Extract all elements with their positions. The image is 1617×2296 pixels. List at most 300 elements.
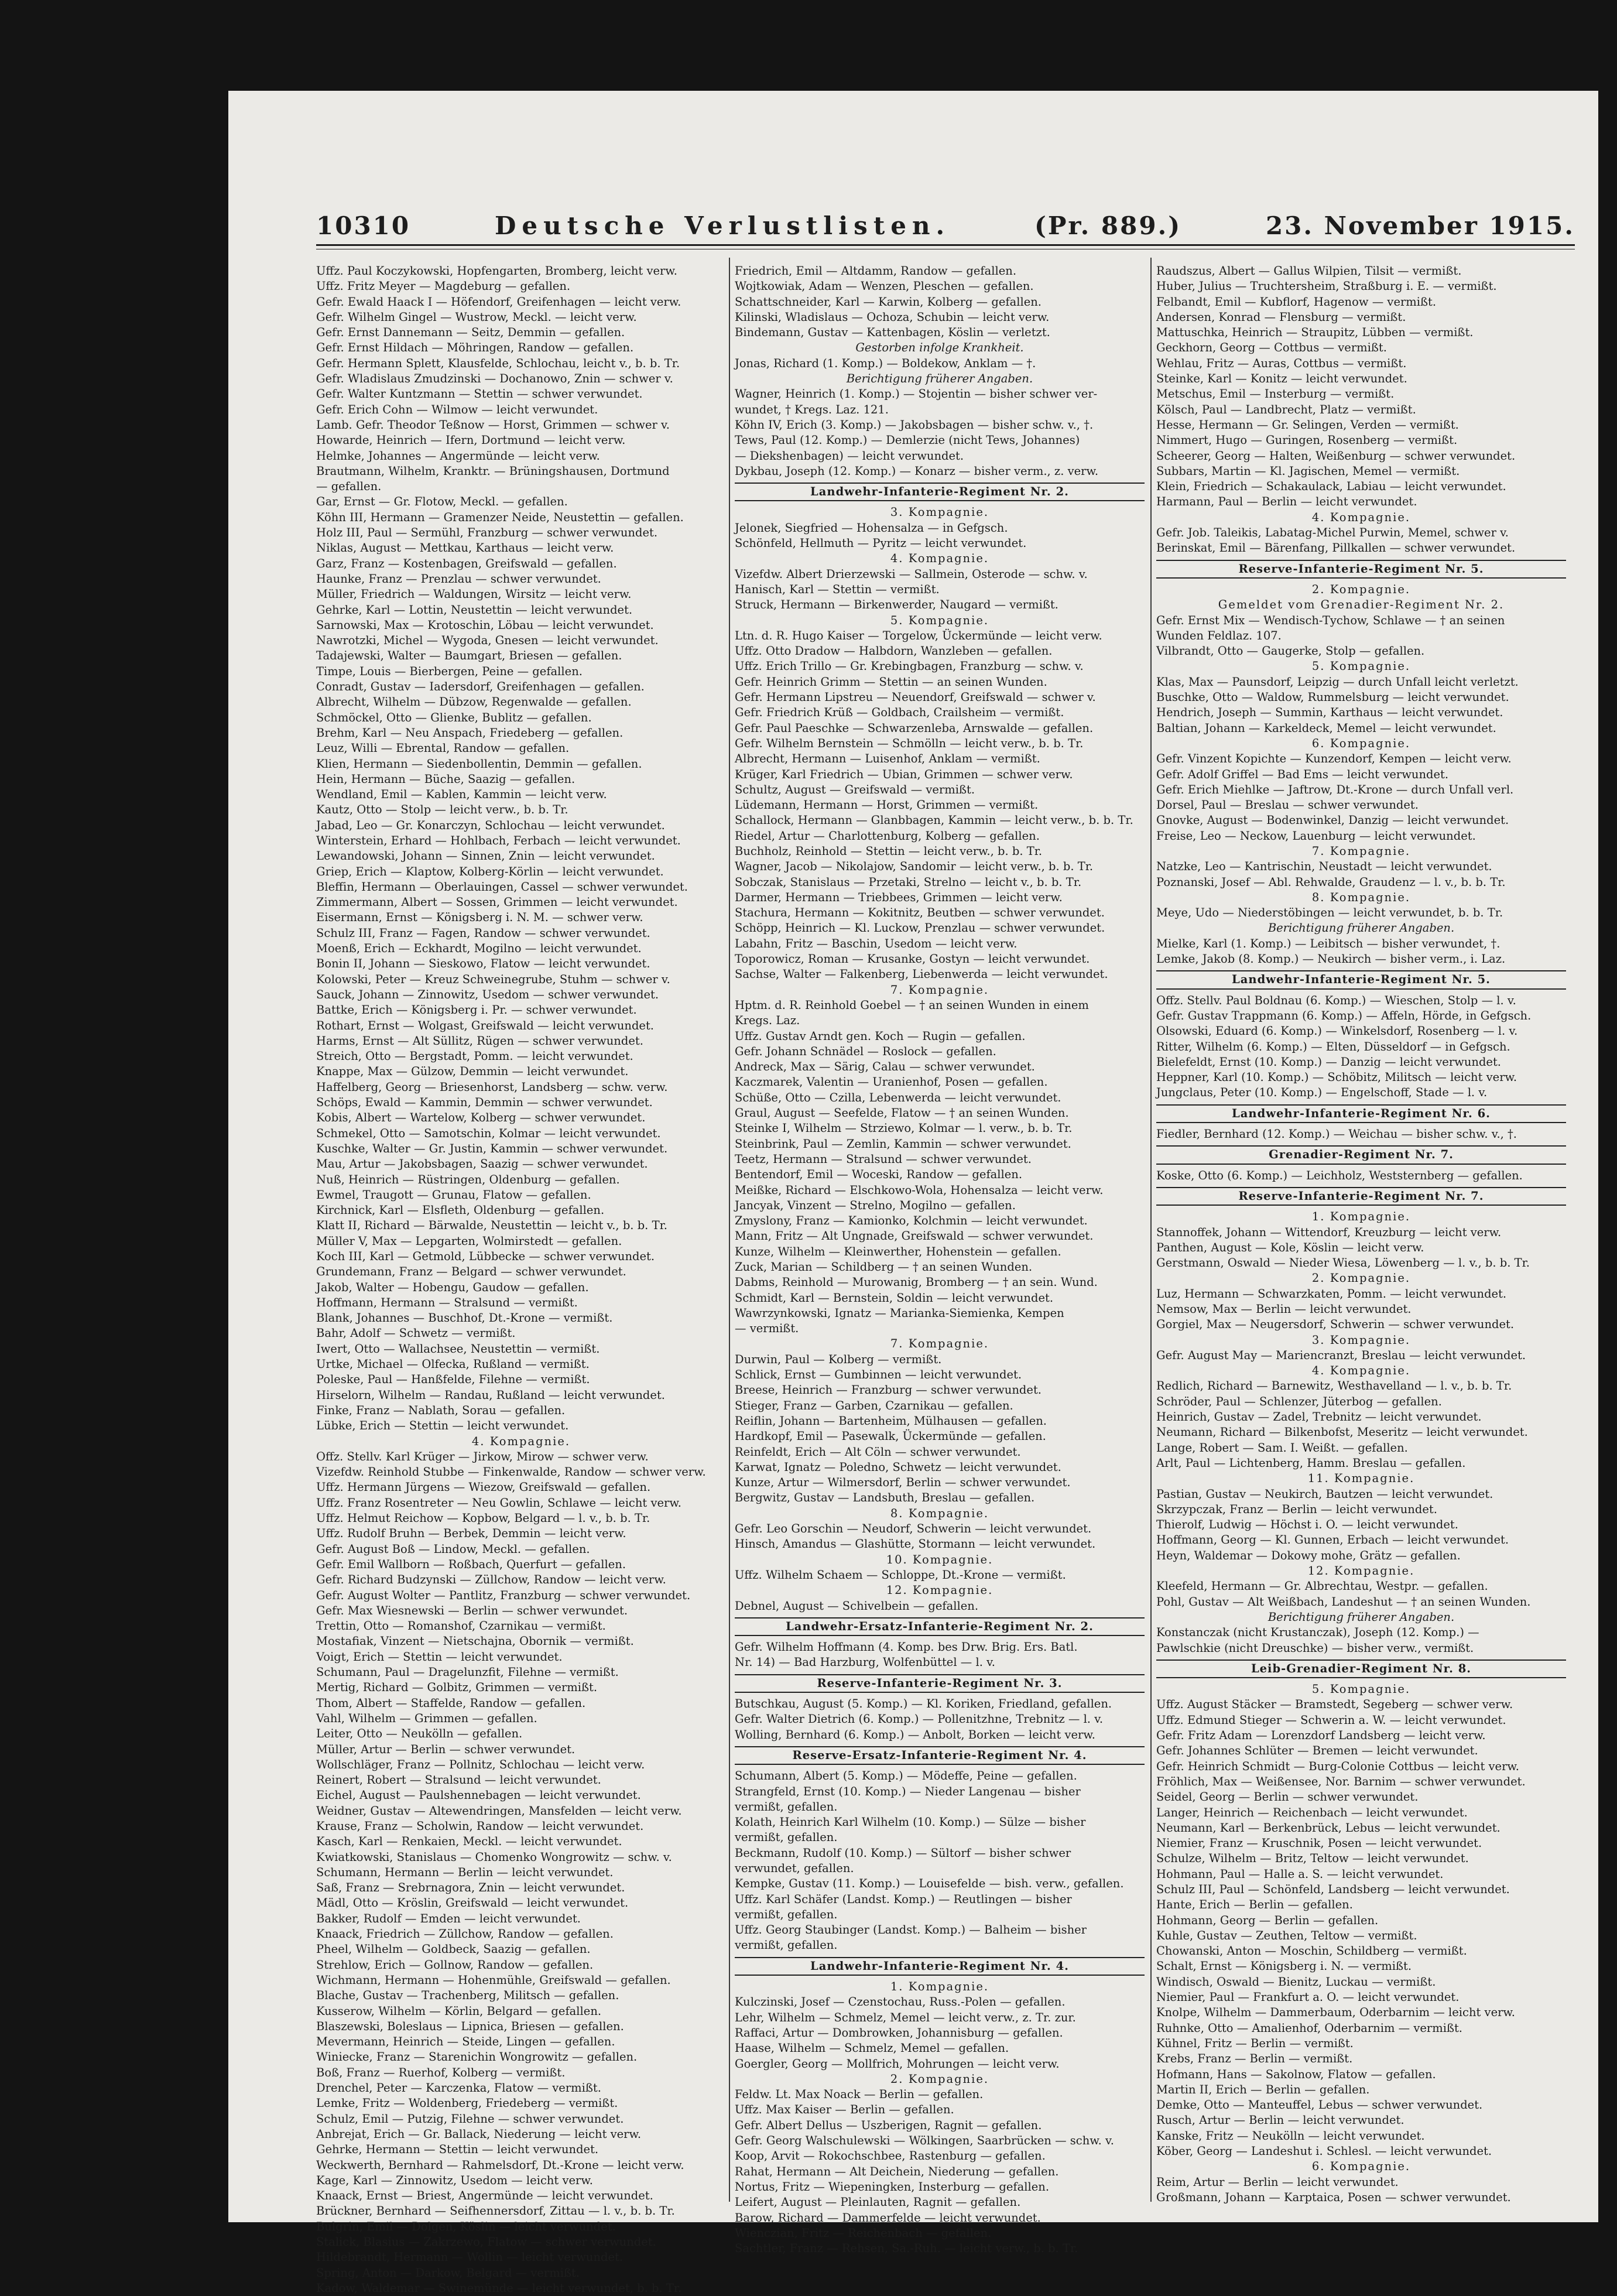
column-2 <box>735 264 1145 2256</box>
casualty-entry: Scheerer, Georg — Halten, Weißenburg — schwer verwundet. <box>1156 449 1516 463</box>
casualty-entry: Wienczian, Fritz — Reichenbach — gefallen. <box>735 2226 992 2240</box>
casualty-entry: Holz III, Paul — Sermühl, Franzburg — schwer verwundet. <box>316 526 658 540</box>
casualty-entry: Jonas, Richard (1. Komp.) — Boldekow, Anklam — †. <box>735 356 1036 370</box>
casualty-entry: Stannoffek, Johann — Wittendorf, Kreuzburg — leicht verw. <box>1156 1225 1502 1239</box>
casualty-entry: Reinfeldt, Erich — Alt Cöln — schwer verwundet. <box>735 1445 1021 1459</box>
casualty-entry: Blank, Johannes — Buschhof, Dt.-Krone — vermißt. <box>316 1311 613 1325</box>
casualty-entry: Mattuschka, Heinrich — Straupitz, Lübben — vermißt. <box>1156 326 1474 340</box>
casualty-entry: Uffz. Paul Koczykowski, Hopfengarten, Bromberg, leicht verw. <box>316 264 677 278</box>
company-heading: 7. Kompagnie. <box>1311 844 1411 858</box>
casualty-entry: Drenchel, Peter — Karczenka, Flatow — vermißt. <box>316 2081 601 2095</box>
casualty-entry: Timpe, Louis — Bierbergen, Peine — gefallen. <box>316 664 583 678</box>
casualty-entry: Kilinski, Wladislaus — Ochoza, Schubin — leicht verw. <box>735 310 1050 324</box>
company-heading: 8. Kompagnie. <box>890 1506 989 1520</box>
casualty-entry: Skrzypczak, Franz — Berlin — leicht verwundet. <box>1156 1502 1437 1516</box>
casualty-entry: Jancyak, Vinzent — Strelno, Mogilno — gefallen. <box>735 1198 1016 1212</box>
casualty-entry: Müller, Artur — Berlin — schwer verwundet. <box>316 1742 575 1756</box>
column-1 <box>316 264 726 2295</box>
casualty-entry: Nawrotzki, Michel — Wygoda, Gnesen — leicht verwundet. <box>316 634 659 648</box>
regiment-heading: Grenadier-Regiment Nr. 7. <box>1156 1145 1566 1164</box>
casualty-entry: Olsowski, Eduard (6. Komp.) — Winkelsdorf, Rosenberg — l. v. <box>1156 1024 1518 1038</box>
casualty-entry: Zmyslony, Franz — Kamionko, Kolchmin — leicht verwundet. <box>735 1214 1088 1228</box>
company-heading: 4. Kompagnie. <box>890 552 989 566</box>
casualty-entry: Pheel, Wilhelm — Goldbeck, Saazig — gefallen. <box>316 1942 591 1956</box>
publication-title: Deutsche Verlustlisten. <box>494 211 951 240</box>
casualty-entry: Griep, Erich — Klaptow, Kolberg-Körlin — leicht verwundet. <box>316 864 664 878</box>
casualty-entry: Hptm. d. R. Reinhold Goebel — † an seinen Wunden in einem <box>735 998 1089 1012</box>
casualty-entry: Kempke, Gustav (11. Komp.) — Louisefelde — bish. verw., gefallen. <box>735 1877 1124 1891</box>
casualty-entry: Gefr. Vinzent Kopichte — Kunzendorf, Kempen — leicht verw. <box>1156 752 1512 766</box>
casualty-entry: Bielefeldt, Ernst (10. Komp.) — Danzig — leicht verwundet. <box>1156 1055 1502 1069</box>
casualty-entry: Koske, Otto (6. Komp.) — Leichholz, Weststernberg — gefallen. <box>1156 1168 1523 1182</box>
casualty-entry: Gefr. Wilhelm Hoffmann (4. Komp. bes Drw. Brig. Ers. Batl. <box>735 1640 1078 1654</box>
casualty-entry: Müller, Friedrich — Waldungen, Wirsitz — leicht verw. <box>316 587 632 601</box>
casualty-entry: Barow, Richard — Dammerfelde — leicht verwundet. <box>735 2211 1041 2225</box>
casualty-entry: Stieger, Franz — Garben, Czarnikau — gefallen. <box>735 1398 1013 1412</box>
casualty-entry: Weckwerth, Bernhard — Rahmelsdorf, Dt.-Krone — leicht verw. <box>316 2158 684 2172</box>
casualty-entry: Gehrke, Karl — Lottin, Neustettin — leicht verwundet. <box>316 603 633 617</box>
company-heading: 12. Kompagnie. <box>1307 1564 1415 1578</box>
casualty-entry: Hirselorn, Wilhelm — Randau, Rußland — leicht verwundet. <box>316 1388 665 1402</box>
casualty-entry: Leuz, Willi — Ebrental, Randow — gefallen. <box>316 741 570 755</box>
casualty-entry: Knaack, Ernst — Briest, Angermünde — leicht verwundet. <box>316 2189 653 2203</box>
casualty-entry: Durwin, Paul — Kolberg — vermißt. <box>735 1352 942 1366</box>
casualty-entry: Großmann, Johann — Karptaica, Posen — schwer verwundet. <box>1156 2190 1511 2204</box>
casualty-entry: Rothart, Ernst — Wolgast, Greifswald — leicht verwundet. <box>316 1018 655 1032</box>
casualty-entry: Schalt, Ernst — Königsberg i. N. — vermißt. <box>1156 1959 1412 1973</box>
casualty-entry: Müller V, Max — Lepgarten, Wolmirstedt — gefallen. <box>316 1234 622 1248</box>
casualty-entry: Wawrzynkowski, Ignatz — Marianka-Siemienka, Kempen <box>735 1306 1064 1320</box>
casualty-entry: Wojtkowiak, Adam — Wenzen, Pleschen — gefallen. <box>735 279 1034 293</box>
casualty-entry: Pawlschkie (nicht Dreuschke) — bisher verw., vermißt. <box>1156 1641 1474 1655</box>
casualty-entry: Demke, Otto — Manteuffel, Lebus — schwer verwundet. <box>1156 2098 1483 2112</box>
casualty-entry: Butschkau, August (5. Komp.) — Kl. Koriken, Friedland, gefallen. <box>735 1697 1112 1711</box>
casualty-entry: Bonin II, Johann — Sieskowo, Flatow — leicht verwundet. <box>316 957 650 971</box>
casualty-entry: Schmekel, Otto — Samotschin, Kolmar — leicht verwundet. <box>316 1126 661 1140</box>
casualty-entry: Schumann, Hermann — Berlin — leicht verwundet. <box>316 1865 614 1879</box>
casualty-entry: Schallock, Hermann — Glanbbagen, Kammin — leicht verw., b. b. Tr. <box>735 813 1133 827</box>
column-divider <box>729 258 730 2202</box>
casualty-entry: Anbrejat, Erich — Gr. Ballack, Niederung — leicht verw. <box>316 2127 642 2141</box>
casualty-entry: Schumann, Albert (5. Komp.) — Mödeffe, Peine — gefallen. <box>735 1769 1077 1783</box>
casualty-entry: Langer, Heinrich — Reichenbach — leicht verwundet. <box>1156 1805 1468 1819</box>
casualty-entry: Hohmann, Georg — Berlin — gefallen. <box>1156 1913 1379 1927</box>
casualty-entry: Haunke, Franz — Prenzlau — schwer verwundet. <box>316 572 601 586</box>
casualty-entry: Niklas, August — Mettkau, Karthaus — leicht verw. <box>316 541 614 555</box>
casualty-entry: Winterstein, Erhard — Hohlbach, Ferbach — leicht verwundet. <box>316 833 681 847</box>
casualty-entry: Natzke, Leo — Kantrischin, Neustadt — leicht verwundet. <box>1156 860 1492 874</box>
casualty-entry: Wendland, Emil — Kablen, Kammin — leicht verw. <box>316 788 607 802</box>
casualty-entry: Lewandowski, Johann — Sinnen, Znin — leicht verwundet. <box>316 849 655 863</box>
casualty-entry: Gefr. Walter Dietrich (6. Komp.) — Pollenitzhne, Trebnitz — l. v. <box>735 1712 1104 1726</box>
casualty-entry: Haase, Wilhelm — Schmelz, Memel — gefallen. <box>735 2041 1009 2055</box>
casualty-entry: Ewmel, Traugott — Grunau, Flatow — gefallen. <box>316 1188 591 1202</box>
casualty-entry: Gefr. Job. Taleikis, Labatag-Michel Purwin, Memel, schwer v. <box>1156 526 1509 540</box>
casualty-entry: Finke, Franz — Nablath, Sorau — gefallen. <box>316 1403 566 1417</box>
casualty-entry: Kuschke, Walter — Gr. Justin, Kammin — schwer verwundet. <box>316 1141 668 1155</box>
casualty-entry: Gefr. Leo Gorschin — Neudorf, Schwerin — leicht verwundet. <box>735 1522 1092 1536</box>
casualty-entry: Schumann, Paul — Dragelunzfit, Filehne — vermißt. <box>316 1665 619 1679</box>
section-note: Berichtigung früherer Angaben. <box>846 372 1033 386</box>
casualty-entry: — Diekshenbagen) — leicht verwundet. <box>735 449 964 463</box>
casualty-entry: Gefr. Heinrich Grimm — Stettin — an seinen Wunden. <box>735 675 1047 689</box>
casualty-entry: Klas, Max — Paunsdorf, Leipzig — durch Unfall leicht verletzt. <box>1156 675 1519 689</box>
casualty-entry: Vizefdw. Reinhold Stubbe — Finkenwalde, Randow — schwer verw. <box>316 1465 706 1479</box>
casualty-entry: Gefr. Wladislaus Zmudzinski — Dochanowo, Znin — schwer v. <box>316 372 673 386</box>
casualty-entry: Winiecke, Franz — Starenichin Wongrowitz — gefallen. <box>316 2050 638 2064</box>
casualty-entry: Kirchnick, Karl — Elsfleth, Oldenburg — gefallen. <box>316 1203 605 1217</box>
casualty-entry: Sachse, Walter — Falkenberg, Liebenwerda — leicht verwundet. <box>735 967 1108 981</box>
casualty-entry: Rahat, Hermann — Alt Deichein, Niederung — gefallen. <box>735 2164 1059 2178</box>
company-heading: 1. Kompagnie. <box>890 1980 989 1994</box>
casualty-entry: Schattschneider, Karl — Karwin, Kolberg — gefallen. <box>735 295 1042 309</box>
casualty-entry: Schulz III, Franz — Fagen, Randow — schwer verwundet. <box>316 926 650 940</box>
casualty-entry: Stalick, Blasius — Zakrzewo, Flatow — schwer verwundet. <box>316 2235 656 2249</box>
casualty-entry: Nimmert, Hugo — Guringen, Rosenberg — vermißt. <box>1156 433 1458 447</box>
casualty-entry: Uffz. Karl Schäfer (Landst. Komp.) — Reutlingen — bisher <box>735 1892 1072 1906</box>
casualty-entry: Streich, Otto — Bergstadt, Pomm. — leicht verwundet. <box>316 1049 633 1063</box>
casualty-entry: Koop, Arvit — Rokochschbee, Rastenburg — gefallen. <box>735 2149 1046 2163</box>
casualty-entry: Felbandt, Emil — Kubflorf, Hagenow — vermißt. <box>1156 295 1437 309</box>
casualty-entry: Kolath, Heinrich Karl Wilhelm (10. Komp.) — Sülze — bisher <box>735 1815 1086 1829</box>
casualty-entry: Arlt, Paul — Lichtenberg, Hamm. Breslau — gefallen. <box>1156 1456 1466 1470</box>
casualty-entry: Thom, Albert — Staffelde, Randow — gefallen. <box>316 1696 586 1710</box>
company-heading: 3. Kompagnie. <box>1311 1333 1411 1347</box>
casualty-entry: Thierolf, Ludwig — Höchst i. O. — leicht verwundet. <box>1156 1518 1458 1532</box>
casualty-entry: Eisermann, Ernst — Königsberg i. N. M. — schwer verw. <box>316 911 643 925</box>
column-divider <box>1150 258 1152 2202</box>
casualty-entry: Nortus, Fritz — Wiepeningken, Insterburg — gefallen. <box>735 2179 1050 2194</box>
casualty-entry: Gerstmann, Oswald — Nieder Wiesa, Löwenberg — l. v., b. b. Tr. <box>1156 1256 1530 1270</box>
casualty-entry: Gefr. Walter Kuntzmann — Stettin — schwer verwundet. <box>316 387 643 401</box>
casualty-entry: Dabms, Reinhold — Murowanig, Bromberg — † an sein. Wund. <box>735 1275 1098 1289</box>
casualty-entry: Strangfeld, Ernst (10. Komp.) — Nieder Langenau — bisher <box>735 1784 1081 1798</box>
casualty-entry: Lübke, Erich — Stettin — leicht verwundet. <box>316 1419 569 1433</box>
casualty-entry: Ritter, Wilhelm (6. Komp.) — Elten, Düsseldorf — in Gefgsch. <box>1156 1039 1510 1053</box>
casualty-entry: Gefr. August Boß — Lindow, Meckl. — gefallen. <box>316 1542 590 1556</box>
casualty-entry: Hoffmann, Georg — Kl. Gunnen, Erbach — leicht verwundet. <box>1156 1533 1509 1547</box>
company-heading: 2. Kompagnie. <box>1311 582 1411 596</box>
casualty-entry: Iwert, Otto — Wallachsee, Neustettin — vermißt. <box>316 1342 600 1356</box>
casualty-entry: Bakker, Rudolf — Emden — leicht verwundet. <box>316 1911 581 1925</box>
casualty-entry: Feldw. Lt. Max Noack — Berlin — gefallen. <box>735 2088 984 2102</box>
casualty-entry: Heppner, Karl (10. Komp.) — Schöbitz, Militsch — leicht verw. <box>1156 1070 1517 1084</box>
casualty-entry: Jungclaus, Peter (10. Komp.) — Engelschoff, Stade — l. v. <box>1156 1086 1488 1100</box>
casualty-entry: Schmidt, Karl — Bernstein, Soldin — leicht verwundet. <box>735 1291 1054 1305</box>
casualty-entry: Uffz. Max Kaiser — Berlin — gefallen. <box>735 2103 954 2117</box>
casualty-entry: Hein, Hermann — Büche, Saazig — gefallen. <box>316 772 575 786</box>
casualty-entry: Vilbrandt, Otto — Gaugerke, Stolp — gefallen. <box>1156 644 1425 658</box>
company-heading: 4. Kompagnie. <box>1311 510 1411 524</box>
casualty-entry: Brehm, Karl — Neu Anspach, Friedeberg — gefallen. <box>316 726 623 740</box>
casualty-entry: Trettin, Otto — Romanshof, Czarnikau — vermißt. <box>316 1619 606 1633</box>
casualty-entry: Gefr. August Wolter — Pantlitz, Franzburg — schwer verwundet. <box>316 1588 691 1602</box>
casualty-entry: Bergwitz, Gustav — Landsbuth, Breslau — gefallen. <box>735 1491 1035 1505</box>
casualty-entry: Uffz. Otto Dradow — Halbdorn, Wanzleben — gefallen. <box>735 644 1053 658</box>
casualty-entry: Uffz. August Stäcker — Bramstedt, Segeberg — schwer verw. <box>1156 1698 1513 1712</box>
casualty-entry: Gefr. Ernst Dannemann — Seitz, Demmin — gefallen. <box>316 326 625 340</box>
casualty-entry: Baltian, Johann — Karkeldeck, Memel — leicht verwundet. <box>1156 721 1496 735</box>
casualty-entry: Sarnowski, Max — Krotoschin, Löbau — leicht verwundet. <box>316 618 654 632</box>
casualty-entry: vermißt, gefallen. <box>735 1907 838 1921</box>
casualty-entry: Riedel, Artur — Charlottenburg, Kolberg — gefallen. <box>735 829 1040 843</box>
casualty-entry: Moenß, Erich — Eckhardt, Mogilno — leicht verwundet. <box>316 942 642 956</box>
casualty-entry: Poznanski, Josef — Abl. Rehwalde, Graudenz — l. v., b. b. Tr. <box>1156 875 1506 889</box>
regiment-heading: Landwehr-Infanterie-Regiment Nr. 4. <box>735 1957 1145 1976</box>
casualty-entry: Hardkopf, Emil — Pasewalk, Ückermünde — gefallen. <box>735 1429 1046 1443</box>
regiment-heading: Landwehr-Infanterie-Regiment Nr. 2. <box>735 483 1145 501</box>
casualty-entry: Wollschläger, Franz — Pollnitz, Schlochau — leicht verw. <box>316 1757 645 1771</box>
company-heading: 6. Kompagnie. <box>1311 2160 1411 2174</box>
casualty-entry: Bleffin, Hermann — Oberlauingen, Cassel — schwer verwundet. <box>316 880 688 894</box>
casualty-entry: Kaczmarek, Valentin — Uranienhof, Posen — gefallen. <box>735 1075 1048 1089</box>
casualty-entry: Tadajewski, Walter — Baumgart, Briesen — gefallen. <box>316 649 622 663</box>
casualty-entry: Gefr. Heinrich Schmidt — Burg-Colonie Cottbus — leicht verw. <box>1156 1759 1519 1773</box>
casualty-entry: Hanisch, Karl — Stettin — vermißt. <box>735 582 940 596</box>
casualty-entry: Dykbau, Joseph (12. Komp.) — Konarz — bisher verm., z. verw. <box>735 464 1099 478</box>
casualty-entry: Lamb. Gefr. Theodor Teßnow — Horst, Grimmen — schwer v. <box>316 418 670 432</box>
casualty-entry: Friedrich, Emil — Altdamm, Randow — gefallen. <box>735 264 1017 278</box>
company-heading: 12. Kompagnie. <box>886 1583 994 1597</box>
casualty-entry: Knappe, Max — Gülzow, Demmin — leicht verwundet. <box>316 1065 629 1079</box>
casualty-entry: Lange, Robert — Sam. I. Weißt. — gefallen. <box>1156 1440 1408 1455</box>
regiment-heading: Reserve-Infanterie-Regiment Nr. 5. <box>1156 560 1566 579</box>
casualty-entry: Buchholz, Reinhold — Stettin — leicht verw., b. b. Tr. <box>735 844 1043 858</box>
casualty-entry: Helmke, Johannes — Angermünde — leicht verw. <box>316 449 600 463</box>
company-heading: 2. Kompagnie. <box>1311 1271 1411 1285</box>
casualty-entry: Freise, Leo — Neckow, Lauenburg — leicht verwundet. <box>1156 829 1476 843</box>
casualty-entry: vermißt, gefallen. <box>735 1830 838 1845</box>
casualty-entry: Gefr. Georg Walschulewski — Wölkingen, Saarbrücken — schw. v. <box>735 2134 1114 2148</box>
casualty-entry: vermißt, gefallen. <box>735 1938 838 1952</box>
casualty-entry: wundet, † Kregs. Laz. 121. <box>735 402 889 416</box>
casualty-entry: Reinert, Robert — Stralsund — leicht verwundet. <box>316 1773 601 1787</box>
casualty-entry: Hildebrandt, Hermann — Wollin — leicht verwundet. <box>316 2250 623 2264</box>
casualty-entry: Schulze, Wilhelm — Britz, Teltow — leicht verwundet. <box>1156 1852 1469 1866</box>
casualty-entry: Gefr. Max Wiesnewski — Berlin — schwer verwundet. <box>316 1603 628 1617</box>
casualty-entry: Offz. Stellv. Karl Krüger — Jirkow, Mirow — schwer verw. <box>316 1449 649 1463</box>
casualty-entry: Gefr. Paul Paeschke — Schwarzenleba, Arnswalde — gefallen. <box>735 721 1094 735</box>
company-heading: 7. Kompagnie. <box>890 1337 989 1351</box>
casualty-entry: Schlick, Ernst — Gumbinnen — leicht verwundet. <box>735 1368 1022 1382</box>
casualty-entry: Knaack, Friedrich — Züllchow, Randow — gefallen. <box>316 1927 614 1941</box>
casualty-entry: Neumann, Karl — Berkenbrück, Lebus — leicht verwundet. <box>1156 1821 1500 1835</box>
casualty-entry: Hofmann, Hans — Sakolnow, Flatow — gefallen. <box>1156 2067 1436 2081</box>
casualty-entry: Konstanczak (nicht Krustanczak), Joseph (12. Komp.) — <box>1156 1626 1479 1640</box>
casualty-entry: Berinskat, Emil — Bärenfang, Pillkallen — schwer verwundet. <box>1156 541 1516 555</box>
company-heading: 11. Kompagnie. <box>1307 1472 1415 1486</box>
casualty-entry: Gnovke, August — Bodenwinkel, Danzig — leicht verwundet. <box>1156 813 1509 827</box>
casualty-entry: Köhn IV, Erich (3. Komp.) — Jakobsbagen — bisher schw. v., †. <box>735 418 1094 432</box>
casualty-entry: Schöpp, Heinrich — Kl. Luckow, Prenzlau — schwer verwundet. <box>735 921 1105 935</box>
casualty-entry: Andersen, Konrad — Flensburg — vermißt. <box>1156 310 1406 324</box>
casualty-entry: Darmer, Hermann — Triebbees, Grimmen — leicht verw. <box>735 890 1063 904</box>
regiment-heading: Reserve-Infanterie-Regiment Nr. 7. <box>1156 1187 1566 1206</box>
casualty-entry: Hante, Erich — Berlin — gefallen. <box>1156 1898 1353 1912</box>
casualty-entry: Gefr. Albert Dellus — Uszberigen, Ragnit — gefallen. <box>735 2118 1042 2132</box>
casualty-entry: Lehr, Wilhelm — Schmelz, Memel — leicht verw., z. Tr. zur. <box>735 2010 1076 2024</box>
page-header <box>316 199 1575 240</box>
casualty-entry: Garz, Franz — Kostenbagen, Greifswald — gefallen. <box>316 556 617 570</box>
casualty-entry: Hesse, Hermann — Gr. Selingen, Verden — vermißt. <box>1156 418 1459 432</box>
casualty-entry: Bulgrin, Emil — Dolgen, Köslin — leicht verwundet. <box>316 2219 616 2233</box>
casualty-entry: Saß, Franz — Srebrnagora, Znin — leicht verwundet. <box>316 1881 625 1895</box>
casualty-entry: Schönfeld, Hellmuth — Pyritz — leicht verwundet. <box>735 536 1027 550</box>
casualty-entry: Mann, Fritz — Alt Ungnade, Greifswald — schwer verwundet. <box>735 1229 1094 1243</box>
casualty-entry: Uffz. Georg Staubinger (Landst. Komp.) — Balheim — bisher <box>735 1923 1087 1937</box>
company-heading: 3. Kompagnie. <box>890 505 989 519</box>
casualty-entry: Kusserow, Wilhelm — Körlin, Belgard — gefallen. <box>316 2004 602 2018</box>
casualty-entry: Wichmann, Hermann — Hohenmühle, Greifswald — gefallen. <box>316 1973 671 1987</box>
casualty-entry: Spring, Anton — Darkow, Belgard — vermißt. <box>316 2266 580 2280</box>
casualty-entry: Ltn. d. R. Hugo Kaiser — Torgelow, Ückermünde — leicht verw. <box>735 628 1102 642</box>
company-heading: 4. Kompagnie. <box>471 1434 571 1448</box>
casualty-entry: Buschke, Otto — Waldow, Rummelsburg — leicht verwundet. <box>1156 690 1509 704</box>
casualty-entry: Dorsel, Paul — Breslau — schwer verwundet. <box>1156 798 1419 812</box>
casualty-entry: Gefr. August May — Mariencranzt, Breslau — leicht verwundet. <box>1156 1348 1526 1362</box>
casualty-entry: Köhn III, Hermann — Gramenzer Neide, Neustettin — gefallen. <box>316 510 684 524</box>
casualty-entry: Gefr. Fritz Adam — Lorenzdorf Landsberg — leicht verw. <box>1156 1729 1486 1743</box>
casualty-entry: Schmöckel, Otto — Glienke, Bublitz — gefallen. <box>316 710 592 724</box>
company-heading: 5. Kompagnie. <box>1311 659 1411 673</box>
casualty-entry: Gefr. Friedrich Krüß — Goldbach, Crailsheim — vermißt. <box>735 706 1064 720</box>
casualty-entry: Heinrich, Gustav — Zadel, Trebnitz — leicht verwundet. <box>1156 1410 1482 1424</box>
casualty-entry: vermißt, gefallen. <box>735 1799 838 1813</box>
section-note: Gestorben infolge Krankheit. <box>855 341 1024 355</box>
casualty-entry: Nr. 14) — Bad Harzburg, Wolfenbüttel — l. v. <box>735 1655 995 1669</box>
casualty-entry: Kühnel, Fritz — Berlin — vermißt. <box>1156 2036 1354 2050</box>
column-3 <box>1156 264 1566 2204</box>
casualty-entry: Brückner, Bernhard — Seifhennersdorf, Zittau — l. v., b. b. Tr. <box>316 2204 675 2218</box>
casualty-entry: Uffz. Gustav Arndt gen. Koch — Rugin — gefallen. <box>735 1029 1026 1043</box>
casualty-entry: Gefr. Erich Miehlke — Jaftrow, Dt.-Krone — durch Unfall verl. <box>1156 782 1514 796</box>
casualty-entry: — vermißt. <box>735 1322 799 1336</box>
casualty-entry: Gefr. Hermann Splett, Klausfelde, Schlochau, leicht v., b. b. Tr. <box>316 356 680 370</box>
casualty-entry: Kwiatkowski, Stanislaus — Chomenko Wongrowitz — schw. v. <box>316 1850 672 1864</box>
casualty-entry: Labahn, Fritz — Baschin, Usedom — leicht verw. <box>735 936 1018 950</box>
casualty-entry: Howarde, Heinrich — Ifern, Dortmund — leicht verw. <box>316 433 626 447</box>
casualty-entry: Tews, Paul (12. Komp.) — Demlerzie (nicht Tews, Johannes) <box>735 433 1080 447</box>
casualty-entry: Gefr. Wilhelm Gingel — Wustrow, Meckl. — leicht verw. <box>316 310 637 324</box>
regiment-heading: Reserve-Infanterie-Regiment Nr. 3. <box>735 1674 1145 1693</box>
casualty-entry: Graul, August — Seefelde, Flatow — † an seinen Wunden. <box>735 1106 1069 1120</box>
casualty-entry: Redlich, Richard — Barnewitz, Westhavelland — l. v., b. b. Tr. <box>1156 1379 1512 1393</box>
company-heading: Gemeldet vom Grenadier-Regiment Nr. 2. <box>1218 598 1505 612</box>
casualty-entry: Fiedler, Bernhard (12. Komp.) — Weichau — bisher schw. v., †. <box>1156 1127 1517 1141</box>
section-note: Berichtigung früherer Angaben. <box>1267 1610 1455 1624</box>
casualty-entry: Gefr. Gustav Trappmann (6. Komp.) — Affeln, Hörde, in Gefgsch. <box>1156 1008 1532 1022</box>
casualty-entry: Haffelberg, Georg — Briesenhorst, Landsberg — schw. verw. <box>316 1080 668 1094</box>
casualty-entry: Andreck, Max — Särig, Calau — schwer verwundet. <box>735 1060 1035 1074</box>
casualty-entry: Knolpe, Wilhelm — Dammerbaum, Oderbarnim — leicht verw. <box>1156 2006 1516 2020</box>
issue-date: 23. November 1915. <box>1265 211 1575 240</box>
casualty-entry: Geckhorn, Georg — Cottbus — vermißt. <box>1156 341 1387 355</box>
casualty-entry: Uffz. Wilhelm Schaem — Schloppe, Dt.-Krone — vermißt. <box>735 1568 1066 1582</box>
casualty-entry: Köber, Georg — Landeshut i. Schlesl. — leicht verwundet. <box>1156 2144 1492 2158</box>
casualty-entry: Leifert, August — Pleinlauten, Ragnit — gefallen. <box>735 2195 1021 2209</box>
casualty-entry: Blaszewski, Boleslaus — Lipnica, Briesen — gefallen. <box>316 2019 624 2033</box>
casualty-entry: Bindemann, Gustav — Kattenbagen, Köslin — verletzt. <box>735 326 1050 340</box>
casualty-entry: Heyn, Waldemar — Dokowy mohe, Grätz — gefallen. <box>1156 1548 1461 1562</box>
casualty-entry: Kobis, Albert — Wartelow, Kolberg — schwer verwundet. <box>316 1111 646 1125</box>
casualty-entry: Krebs, Franz — Berlin — vermißt. <box>1156 2052 1353 2066</box>
casualty-entry: Kage, Karl — Zinnowitz, Usedom — leicht verw. <box>316 2173 593 2187</box>
casualty-entry: Pohl, Gustav — Alt Weißbach, Landeshut — † an seinen Wunden. <box>1156 1594 1531 1609</box>
casualty-entry: Kanske, Fritz — Neukölln — leicht verwundet. <box>1156 2129 1425 2143</box>
casualty-entry: Reiflin, Johann — Bartenheim, Mülhausen — gefallen. <box>735 1414 1047 1428</box>
casualty-entry: Neumann, Richard — Bilkenbofst, Meseritz — leicht verwundet. <box>1156 1425 1528 1439</box>
casualty-entry: Gefr. Ewald Haack I — Höfendorf, Greifenhagen — leicht verw. <box>316 295 681 309</box>
casualty-entry: Martin II, Erich — Berlin — gefallen. <box>1156 2082 1370 2096</box>
casualty-entry: Gefr. Richard Budzynski — Züllchow, Randow — leicht verw. <box>316 1573 666 1587</box>
casualty-entry: Schulz, Emil — Putzig, Filehne — schwer verwundet. <box>316 2112 624 2126</box>
casualty-entry: Sachtler, Franz — Rehsen, Sa.-Ruh. — leicht verw., b. b. Tr. <box>735 2242 1078 2256</box>
casualty-entry: Gefr. Erich Cohn — Wilmow — leicht verwundet. <box>316 402 598 416</box>
casualty-entry: Ruhnke, Otto — Amalienhof, Oderbarnim — vermißt. <box>1156 2021 1463 2035</box>
casualty-entry: Meye, Udo — Niederstöbingen — leicht verwundet, b. b. Tr. <box>1156 906 1503 920</box>
casualty-entry: Lemke, Fritz — Woldenberg, Friedeberg — vermißt. <box>316 2096 618 2110</box>
casualty-entry: Wagner, Jacob — Nikolajow, Sandomir — leicht verw., b. b. Tr. <box>735 860 1094 874</box>
casualty-entry: Kregs. Laz. <box>735 1014 800 1028</box>
casualty-entry: Jelonek, Siegfried — Hohensalza — in Gefgsch. <box>735 521 1008 535</box>
casualty-entry: Schöps, Ewald — Kammin, Demmin — schwer verwundet. <box>316 1096 653 1110</box>
casualty-entry: Vizefdw. Albert Drierzewski — Sallmein, Osterode — schw. v. <box>735 567 1088 581</box>
casualty-entry: Huber, Julius — Truchtersheim, Straßburg i. E. — vermißt. <box>1156 279 1497 293</box>
issue-number: (Pr. 889.) <box>1034 211 1182 240</box>
casualty-entry: Bahr, Adolf — Schwetz — vermißt. <box>316 1326 516 1340</box>
casualty-entry: Windisch, Oswald — Bienitz, Luckau — vermißt. <box>1156 1975 1436 1989</box>
casualty-entry: Kadow, Waldemar — Swinemünde — leicht verwundet, b. b. Tr. <box>316 2281 682 2295</box>
regiment-heading: Leib-Grenadier-Regiment Nr. 8. <box>1156 1659 1566 1678</box>
casualty-entry: Gefr. Johann Schnädel — Roslock — gefallen. <box>735 1044 996 1058</box>
casualty-entry: Wagner, Heinrich (1. Komp.) — Stojentin — bisher schwer ver- <box>735 387 1098 401</box>
casualty-entry: Weidner, Gustav — Altewendringen, Mansfelden — leicht verw. <box>316 1804 682 1818</box>
casualty-entry: Brautmann, Wilhelm, Kranktr. — Brüningshausen, Dortmund <box>316 464 670 478</box>
newspaper-page <box>228 91 1598 2295</box>
casualty-entry: Raffaci, Artur — Dombrowken, Johannisburg — gefallen. <box>735 2025 1063 2040</box>
casualty-entry: Uffz. Franz Rosentreter — Neu Gowlin, Schlawe — leicht verw. <box>316 1496 681 1510</box>
casualty-entry: Krause, Franz — Scholwin, Randow — leicht verwundet. <box>316 1819 644 1833</box>
casualty-entry: Kasch, Karl — Renkaien, Meckl. — leicht verwundet. <box>316 1835 622 1849</box>
casualty-entry: Mertig, Richard — Golbitz, Grimmen — vermißt. <box>316 1681 598 1695</box>
regiment-heading: Landwehr-Infanterie-Regiment Nr. 6. <box>1156 1104 1566 1123</box>
casualty-entry: Struck, Hermann — Birkenwerder, Naugard — vermißt. <box>735 598 1058 612</box>
casualty-entry: Harmann, Paul — Berlin — leicht verwundet. <box>1156 495 1417 509</box>
casualty-entry: Koch III, Karl — Getmold, Lübbecke — schwer verwundet. <box>316 1250 655 1263</box>
company-heading: 6. Kompagnie. <box>1311 736 1411 750</box>
casualty-entry: Blache, Gustav — Trachenberg, Militsch — gefallen. <box>316 1989 619 2003</box>
casualty-entry: Gehrke, Hermann — Stettin — leicht verwundet. <box>316 2143 599 2157</box>
casualty-entry: Seidel, Georg — Berlin — schwer verwundet. <box>1156 1790 1419 1804</box>
casualty-entry: Gorgiel, Max — Neugersdorf, Schwerin — schwer verwundet. <box>1156 1318 1515 1332</box>
company-heading: 7. Kompagnie. <box>890 983 989 997</box>
casualty-entry: Gefr. Hermann Lipstreu — Neuendorf, Greifswald — schwer v. <box>735 690 1096 704</box>
casualty-entry: Kölsch, Paul — Landbrecht, Platz — vermißt. <box>1156 402 1416 416</box>
casualty-entry: Teetz, Hermann — Stralsund — schwer verwundet. <box>735 1152 1032 1166</box>
casualty-entry: Strehlow, Erich — Gollnow, Randow — gefallen. <box>316 1958 594 1972</box>
casualty-entry: Klien, Hermann — Siedenbollentin, Demmin — gefallen. <box>316 757 642 771</box>
casualty-entry: Niemier, Franz — Kruschnik, Posen — leicht verwundet. <box>1156 1836 1482 1850</box>
casualty-entry: Hinsch, Amandus — Glashütte, Stormann — leicht verwundet. <box>735 1537 1096 1551</box>
casualty-entry: Kunze, Artur — Wilmersdorf, Berlin — schwer verwundet. <box>735 1476 1071 1490</box>
casualty-entry: Jabad, Leo — Gr. Konarczyn, Schlochau — leicht verwundet. <box>316 818 665 832</box>
casualty-entry: Toporowicz, Roman — Krusanke, Gostyn — leicht verwundet. <box>735 952 1090 966</box>
casualty-entry: Schröder, Paul — Schlenzer, Jüterbog — gefallen. <box>1156 1394 1442 1408</box>
company-heading: 2. Kompagnie. <box>890 2072 989 2086</box>
casualty-entry: Mielke, Karl (1. Komp.) — Leibitsch — bisher verwundet, †. <box>1156 936 1500 950</box>
casualty-entry: Bentendorf, Emil — Woceski, Randow — gefallen. <box>735 1168 1023 1182</box>
casualty-entry: Kunze, Wilhelm — Kleinwerther, Hohenstein — gefallen. <box>735 1244 1061 1258</box>
